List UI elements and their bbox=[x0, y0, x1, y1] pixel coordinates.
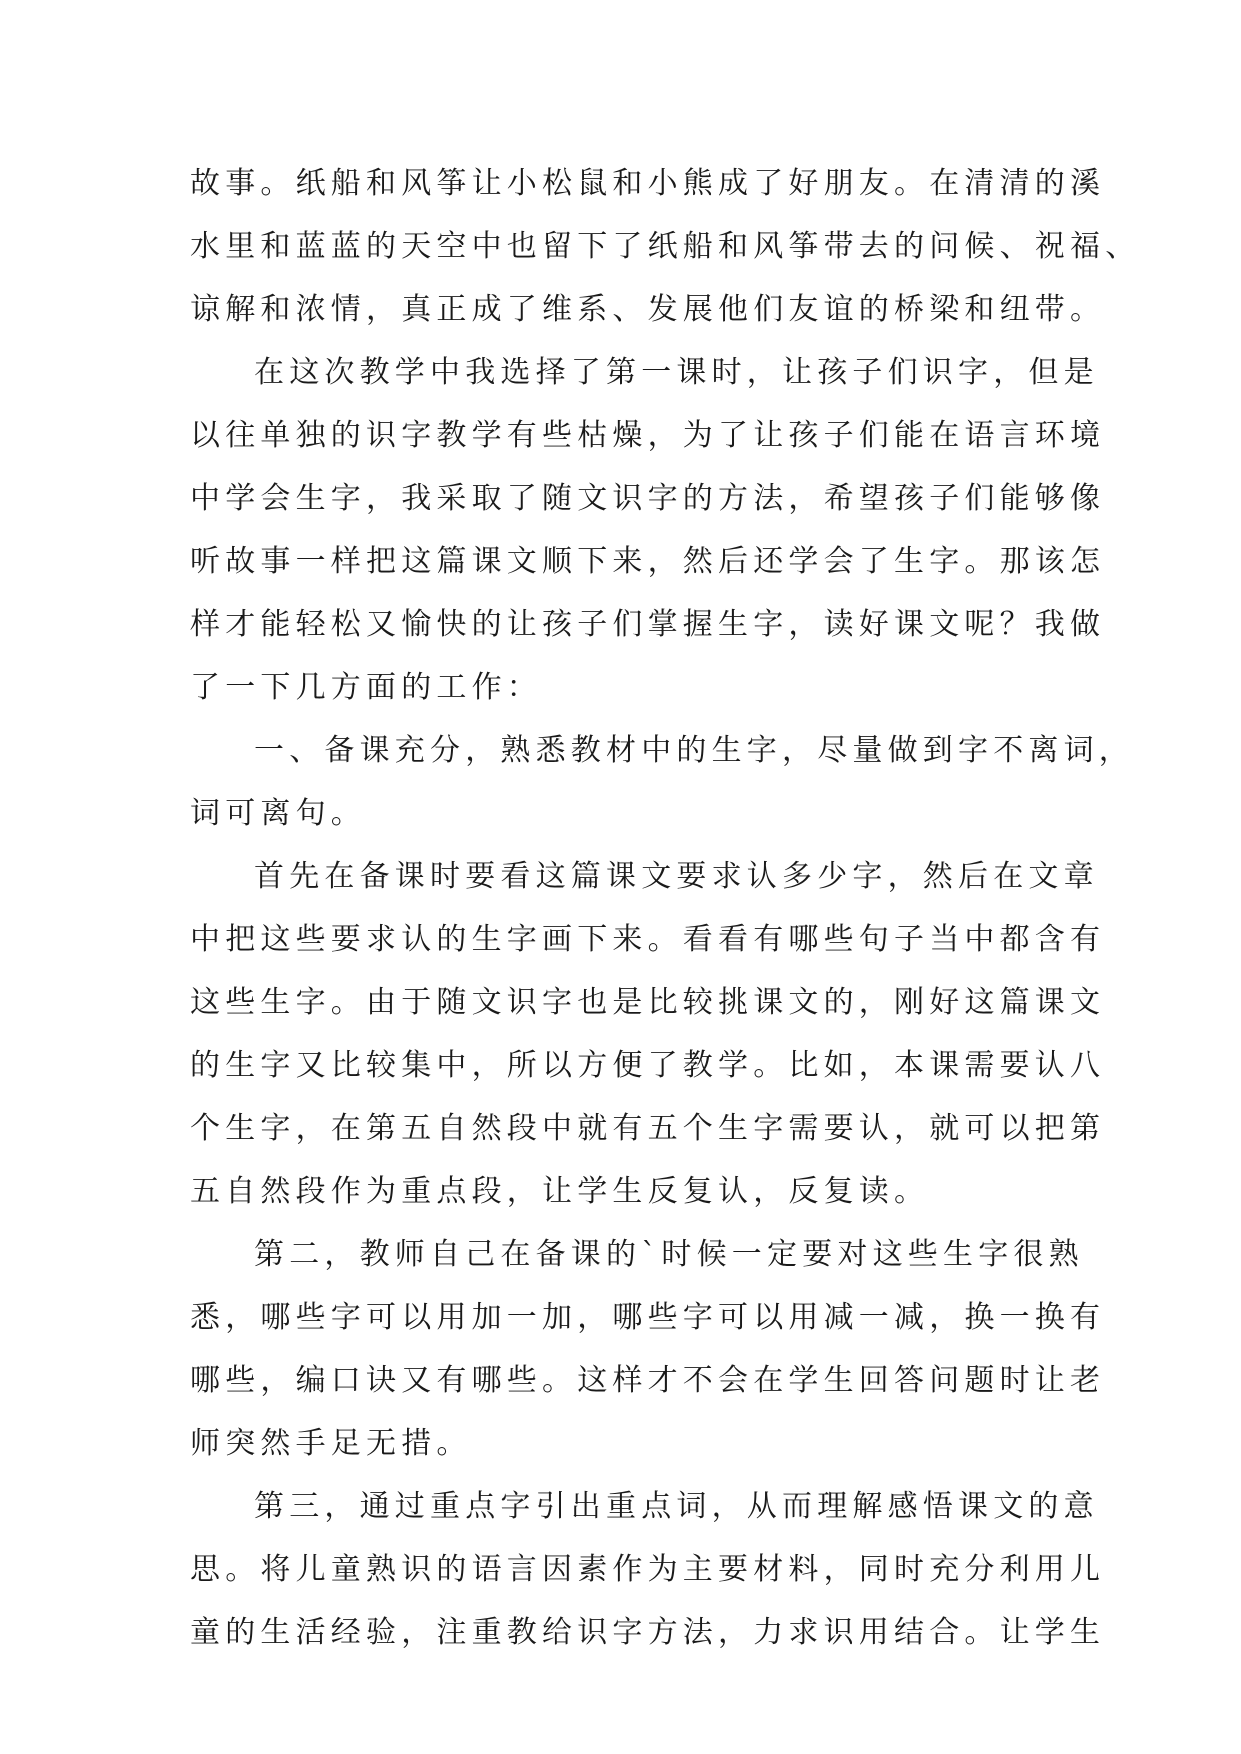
text-line: 谅解和浓情，真正成了维系、发展他们友谊的桥梁和纽带。 bbox=[190, 292, 1106, 327]
text-line: 以往单独的识字教学有些枯燥，为了让孩子们能在语言环境 bbox=[190, 418, 1106, 453]
text-line: 童的生活经验，注重教给识字方法，力求识用结合。让学生 bbox=[190, 1615, 1106, 1650]
text-line: 的生字又比较集中，所以方便了教学。比如，本课需要认八 bbox=[190, 1048, 1106, 1083]
text-line: 哪些，编口诀又有哪些。这样才不会在学生回答问题时让老 bbox=[190, 1363, 1106, 1398]
text-line: 中把这些要求认的生字画下来。看看有哪些句子当中都含有 bbox=[190, 922, 1106, 957]
text-line: 词可离句。 bbox=[190, 796, 366, 831]
text-line: 样才能轻松又愉快的让孩子们掌握生字，读好课文呢？我做 bbox=[190, 607, 1106, 642]
text-line: 故事。纸船和风筝让小松鼠和小熊成了好朋友。在清清的溪 bbox=[190, 166, 1106, 201]
document-body bbox=[190, 152, 1141, 1664]
text-line: 一、备课充分，熟悉教材中的生字，尽量做到字不离词， bbox=[254, 733, 1134, 768]
text-line: 水里和蓝蓝的天空中也留下了纸船和风筝带去的问候、祝福、 bbox=[190, 229, 1141, 264]
text-line: 中学会生字，我采取了随文识字的方法，希望孩子们能够像 bbox=[190, 481, 1106, 516]
text-line: 第三，通过重点字引出重点词，从而理解感悟课文的意 bbox=[254, 1489, 1099, 1524]
text-line: 首先在备课时要看这篇课文要求认多少字，然后在文章 bbox=[254, 859, 1099, 894]
text-line: 师突然手足无措。 bbox=[190, 1426, 472, 1461]
text-line: 听故事一样把这篇课文顺下来，然后还学会了生字。那该怎 bbox=[190, 544, 1106, 579]
text-line: 了一下几方面的工作： bbox=[190, 670, 542, 705]
text-line: 五自然段作为重点段，让学生反复认，反复读。 bbox=[190, 1174, 930, 1209]
text-line: 悉，哪些字可以用加一加，哪些字可以用减一减，换一换有 bbox=[190, 1300, 1106, 1335]
text-line: 第二，教师自己在备课的`时候一定要对这些生字很熟 bbox=[254, 1237, 1084, 1272]
text-line: 个生字，在第五自然段中就有五个生字需要认，就可以把第 bbox=[190, 1111, 1106, 1146]
text-line: 思。将儿童熟识的语言因素作为主要材料，同时充分利用儿 bbox=[190, 1552, 1106, 1587]
text-line: 在这次教学中我选择了第一课时，让孩子们识字，但是 bbox=[254, 355, 1099, 390]
text-line: 这些生字。由于随文识字也是比较挑课文的，刚好这篇课文 bbox=[190, 985, 1106, 1020]
